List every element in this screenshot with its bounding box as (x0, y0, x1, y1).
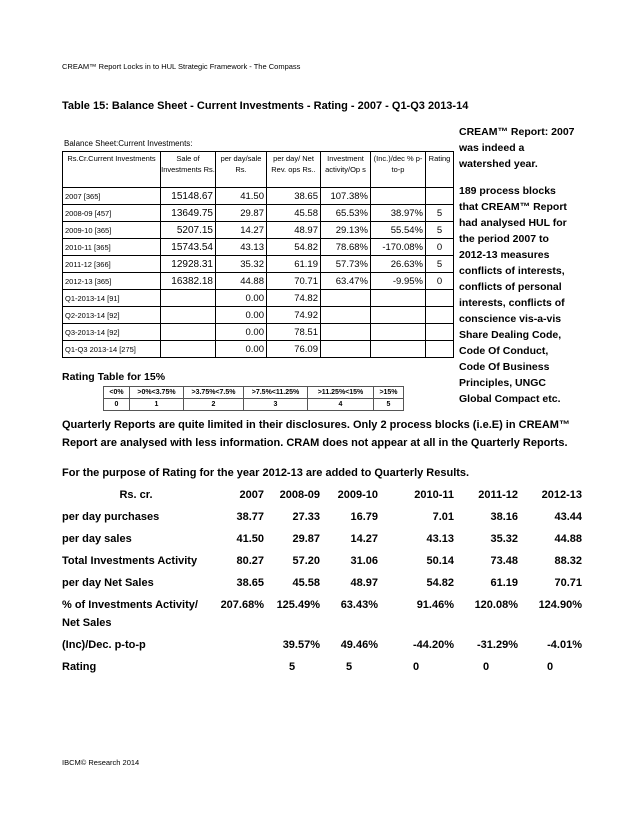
balance-sheet-header-row (63, 152, 454, 188)
value-cell: 0.00 (216, 324, 267, 341)
rating-range: >11.25%<15% (308, 387, 374, 399)
value-cell: 0.00 (216, 307, 267, 324)
period-cell: 2011-12 [366] (63, 256, 161, 273)
table-row (63, 307, 454, 324)
value-cell: 5 (426, 205, 454, 222)
table-row (63, 273, 454, 290)
rating-ranges-row (104, 387, 404, 399)
value-cell: 107.38% (321, 188, 371, 205)
value-cell: 54.82 (426, 577, 454, 589)
rating-score: 4 (308, 399, 374, 411)
col-header: (Inc.)/dec % p-to-p (371, 152, 426, 188)
value-cell: 45.58 (267, 205, 321, 222)
value-cell: 48.97 (350, 577, 378, 589)
value-cell: 5 (426, 256, 454, 273)
period-cell: Q2-2013-14 [92] (63, 307, 161, 324)
value-cell: 61.19 (267, 256, 321, 273)
period-cell: Q1-Q3 2013-14 [275] (63, 341, 161, 358)
row-label: % of Investments Activity/ Net Sales (62, 599, 198, 629)
value-cell (161, 307, 216, 324)
value-cell: 74.92 (267, 307, 321, 324)
value-cell: 57.20 (292, 555, 320, 567)
value-cell: 45.58 (292, 577, 320, 589)
value-cell: 35.32 (216, 256, 267, 273)
table-row (63, 341, 454, 358)
rating-range: <0% (104, 387, 130, 399)
col-header: Rs.Cr.Current Investments (63, 152, 161, 188)
period-cell: 2009-10 [365] (63, 222, 161, 239)
value-cell: 0 (546, 661, 554, 673)
rating-range: >3.75%<7.5% (184, 387, 244, 399)
value-cell: 14.27 (216, 222, 267, 239)
balance-sheet-caption: Balance Sheet:Current Investments: (64, 139, 193, 148)
value-cell: 43.44 (554, 511, 582, 523)
results-header: Rs. cr. (119, 489, 153, 501)
value-cell (426, 290, 454, 307)
row-label: per day sales (62, 533, 132, 545)
value-cell: 0 (412, 661, 420, 673)
value-cell (161, 324, 216, 341)
table-row (63, 205, 454, 222)
results-header: 2008-09 (279, 489, 320, 501)
table-row (63, 188, 454, 205)
value-cell (371, 290, 426, 307)
period-cell: 2007 [365] (63, 188, 161, 205)
value-cell: 65.53% (321, 205, 371, 222)
col-header: Rating (426, 152, 454, 188)
value-cell: 29.87 (292, 533, 320, 545)
value-cell (426, 324, 454, 341)
table-row (62, 508, 582, 530)
value-cell: 7.01 (432, 511, 454, 523)
value-cell (371, 307, 426, 324)
value-cell: 88.32 (554, 555, 582, 567)
side-note (459, 124, 577, 418)
col-header: per day/sale Rs. (216, 152, 267, 188)
value-cell: 0 (426, 239, 454, 256)
table-row (62, 574, 582, 596)
value-cell: 26.63% (371, 256, 426, 273)
value-cell: 43.13 (426, 533, 454, 545)
rating-score: 0 (104, 399, 130, 411)
value-cell: 38.77 (236, 511, 264, 523)
period-cell: 2008-09 [457] (63, 205, 161, 222)
value-cell: 41.50 (216, 188, 267, 205)
value-cell: 38.16 (490, 511, 518, 523)
value-cell: 27.33 (292, 511, 320, 523)
results-header: 2012-13 (541, 489, 582, 501)
value-cell: 15148.67 (161, 188, 216, 205)
quarterly-paragraph: Quarterly Reports are quite limited in their disclosures. Only 2 process blocks (i.e.E) in CREAM™ Report are analysed with less information. CRAM does not appear at all in the Quarterly Reports. (62, 419, 570, 449)
value-cell: 125.49% (276, 599, 320, 611)
value-cell (426, 188, 454, 205)
results-table (62, 486, 582, 680)
value-cell: 41.50 (236, 533, 264, 545)
value-cell: 73.48 (490, 555, 518, 567)
table-row (62, 530, 582, 552)
value-cell: 54.82 (267, 239, 321, 256)
value-cell (371, 324, 426, 341)
period-cell: Q3-2013-14 [92] (63, 324, 161, 341)
period-cell: Q1-2013-14 [91] (63, 290, 161, 307)
table-row (62, 596, 582, 636)
value-cell: -31.29% (477, 639, 518, 651)
value-cell: 120.08% (474, 599, 518, 611)
row-label: Total Investments Activity (62, 555, 198, 567)
table-row (62, 552, 582, 574)
value-cell (321, 341, 371, 358)
table-row (63, 256, 454, 273)
value-cell: 124.90% (538, 599, 582, 611)
table-row (62, 658, 582, 680)
value-cell (321, 307, 371, 324)
value-cell: 12928.31 (161, 256, 216, 273)
rating-score: 2 (184, 399, 244, 411)
value-cell: 49.46% (340, 639, 378, 651)
row-label: (Inc)/Dec. p-to-p (62, 639, 146, 651)
rating-score: 1 (130, 399, 184, 411)
value-cell: 57.73% (321, 256, 371, 273)
value-cell: 5 (345, 661, 353, 673)
value-cell: 55.54% (371, 222, 426, 239)
value-cell: 29.13% (321, 222, 371, 239)
value-cell: 78.68% (321, 239, 371, 256)
value-cell: 76.09 (267, 341, 321, 358)
value-cell: 63.43% (340, 599, 378, 611)
value-cell: 14.27 (350, 533, 378, 545)
rating-score: 5 (374, 399, 404, 411)
table-row (62, 636, 582, 658)
value-cell: -44.20% (413, 639, 454, 651)
value-cell: 35.32 (490, 533, 518, 545)
balance-sheet-grid (62, 151, 454, 358)
table-row (63, 239, 454, 256)
rating-range: >15% (374, 387, 404, 399)
value-cell: 63.47% (321, 273, 371, 290)
value-cell (161, 290, 216, 307)
table-row (63, 290, 454, 307)
results-header: 2007 (239, 489, 264, 501)
value-cell: -4.01% (547, 639, 582, 651)
rating-score: 3 (244, 399, 308, 411)
results-header: 2009-10 (337, 489, 378, 501)
value-cell: 70.71 (554, 577, 582, 589)
col-header: per day/ Net Rev. ops Rs.. (267, 152, 321, 188)
rating-range: >7.5%<11.25% (244, 387, 308, 399)
value-cell: 5 (288, 661, 296, 673)
value-cell (371, 341, 426, 358)
rating-range: >0%<3.75% (130, 387, 184, 399)
balance-sheet-table (62, 137, 453, 358)
value-cell: 91.46% (416, 599, 454, 611)
period-cell: 2010-11 [365] (63, 239, 161, 256)
results-header: 2011-12 (478, 489, 518, 501)
table-title: Table 15: Balance Sheet - Current Investments - Rating - 2007 - Q1-Q3 2013-14 (62, 100, 469, 112)
value-cell: 80.27 (236, 555, 264, 567)
value-cell: 70.71 (267, 273, 321, 290)
value-cell: 16382.18 (161, 273, 216, 290)
rating-scores-row (104, 399, 404, 411)
value-cell: 74.82 (267, 290, 321, 307)
value-cell (321, 290, 371, 307)
value-cell: 44.88 (216, 273, 267, 290)
col-header: Investment activity/Op s (321, 152, 371, 188)
value-cell: 39.57% (282, 639, 320, 651)
results-header-row (62, 486, 582, 508)
value-cell: 5 (426, 222, 454, 239)
value-cell: 0 (482, 661, 490, 673)
rating-table-label: Rating Table for 15% (62, 371, 166, 383)
value-cell: 38.65 (236, 577, 264, 589)
value-cell: 61.19 (490, 577, 518, 589)
table-row (63, 222, 454, 239)
value-cell: 16.79 (350, 511, 378, 523)
value-cell: 44.88 (554, 533, 582, 545)
value-cell: 50.14 (426, 555, 454, 567)
value-cell (321, 324, 371, 341)
rating-purpose-paragraph: For the purpose of Rating for the year 2012-13 are added to Quarterly Results. (62, 467, 470, 479)
value-cell: 0 (426, 273, 454, 290)
results-header: 2010-11 (414, 489, 454, 501)
value-cell: -170.08% (371, 239, 426, 256)
value-cell: 31.06 (350, 555, 378, 567)
period-cell: 2012-13 [365] (63, 273, 161, 290)
value-cell: 13649.75 (161, 205, 216, 222)
value-cell (426, 307, 454, 324)
value-cell (371, 188, 426, 205)
value-cell (161, 341, 216, 358)
value-cell: 38.65 (267, 188, 321, 205)
value-cell: 78.51 (267, 324, 321, 341)
side-note-intro: CREAM™ Report: 2007 was indeed a watershed year. (459, 126, 575, 170)
row-label: Rating (62, 661, 97, 673)
value-cell: 48.97 (267, 222, 321, 239)
value-cell: 43.13 (216, 239, 267, 256)
value-cell: 38.97% (371, 205, 426, 222)
side-note-body: 189 process blocks that CREAM™ Report had analysed HUL for the period 2007 to 2012-13 measures conflicts of interests, conflicts of personal interests, conflicts of conscience vis-a-vis Share Dealing Code, Code Of Conduct, Code Of Business Principles, UNGC Global Compact etc. (459, 185, 567, 405)
value-cell: 29.87 (216, 205, 267, 222)
value-cell: 15743.54 (161, 239, 216, 256)
page-header: CREAM™ Report Locks in to HUL Strategic Framework - The Compass (62, 62, 301, 71)
value-cell: 5207.15 (161, 222, 216, 239)
value-cell: 0.00 (216, 290, 267, 307)
value-cell (210, 658, 264, 680)
value-cell (426, 341, 454, 358)
table-row (63, 324, 454, 341)
page-footer: IBCM© Research 2014 (62, 758, 140, 767)
value-cell: 0.00 (216, 341, 267, 358)
col-header: Sale of Investments Rs. (161, 152, 216, 188)
row-label: per day purchases (62, 511, 160, 523)
rating-table (103, 386, 404, 411)
value-cell: 207.68% (220, 599, 264, 611)
row-label: per day Net Sales (62, 577, 154, 589)
value-cell (210, 636, 264, 658)
value-cell: -9.95% (371, 273, 426, 290)
